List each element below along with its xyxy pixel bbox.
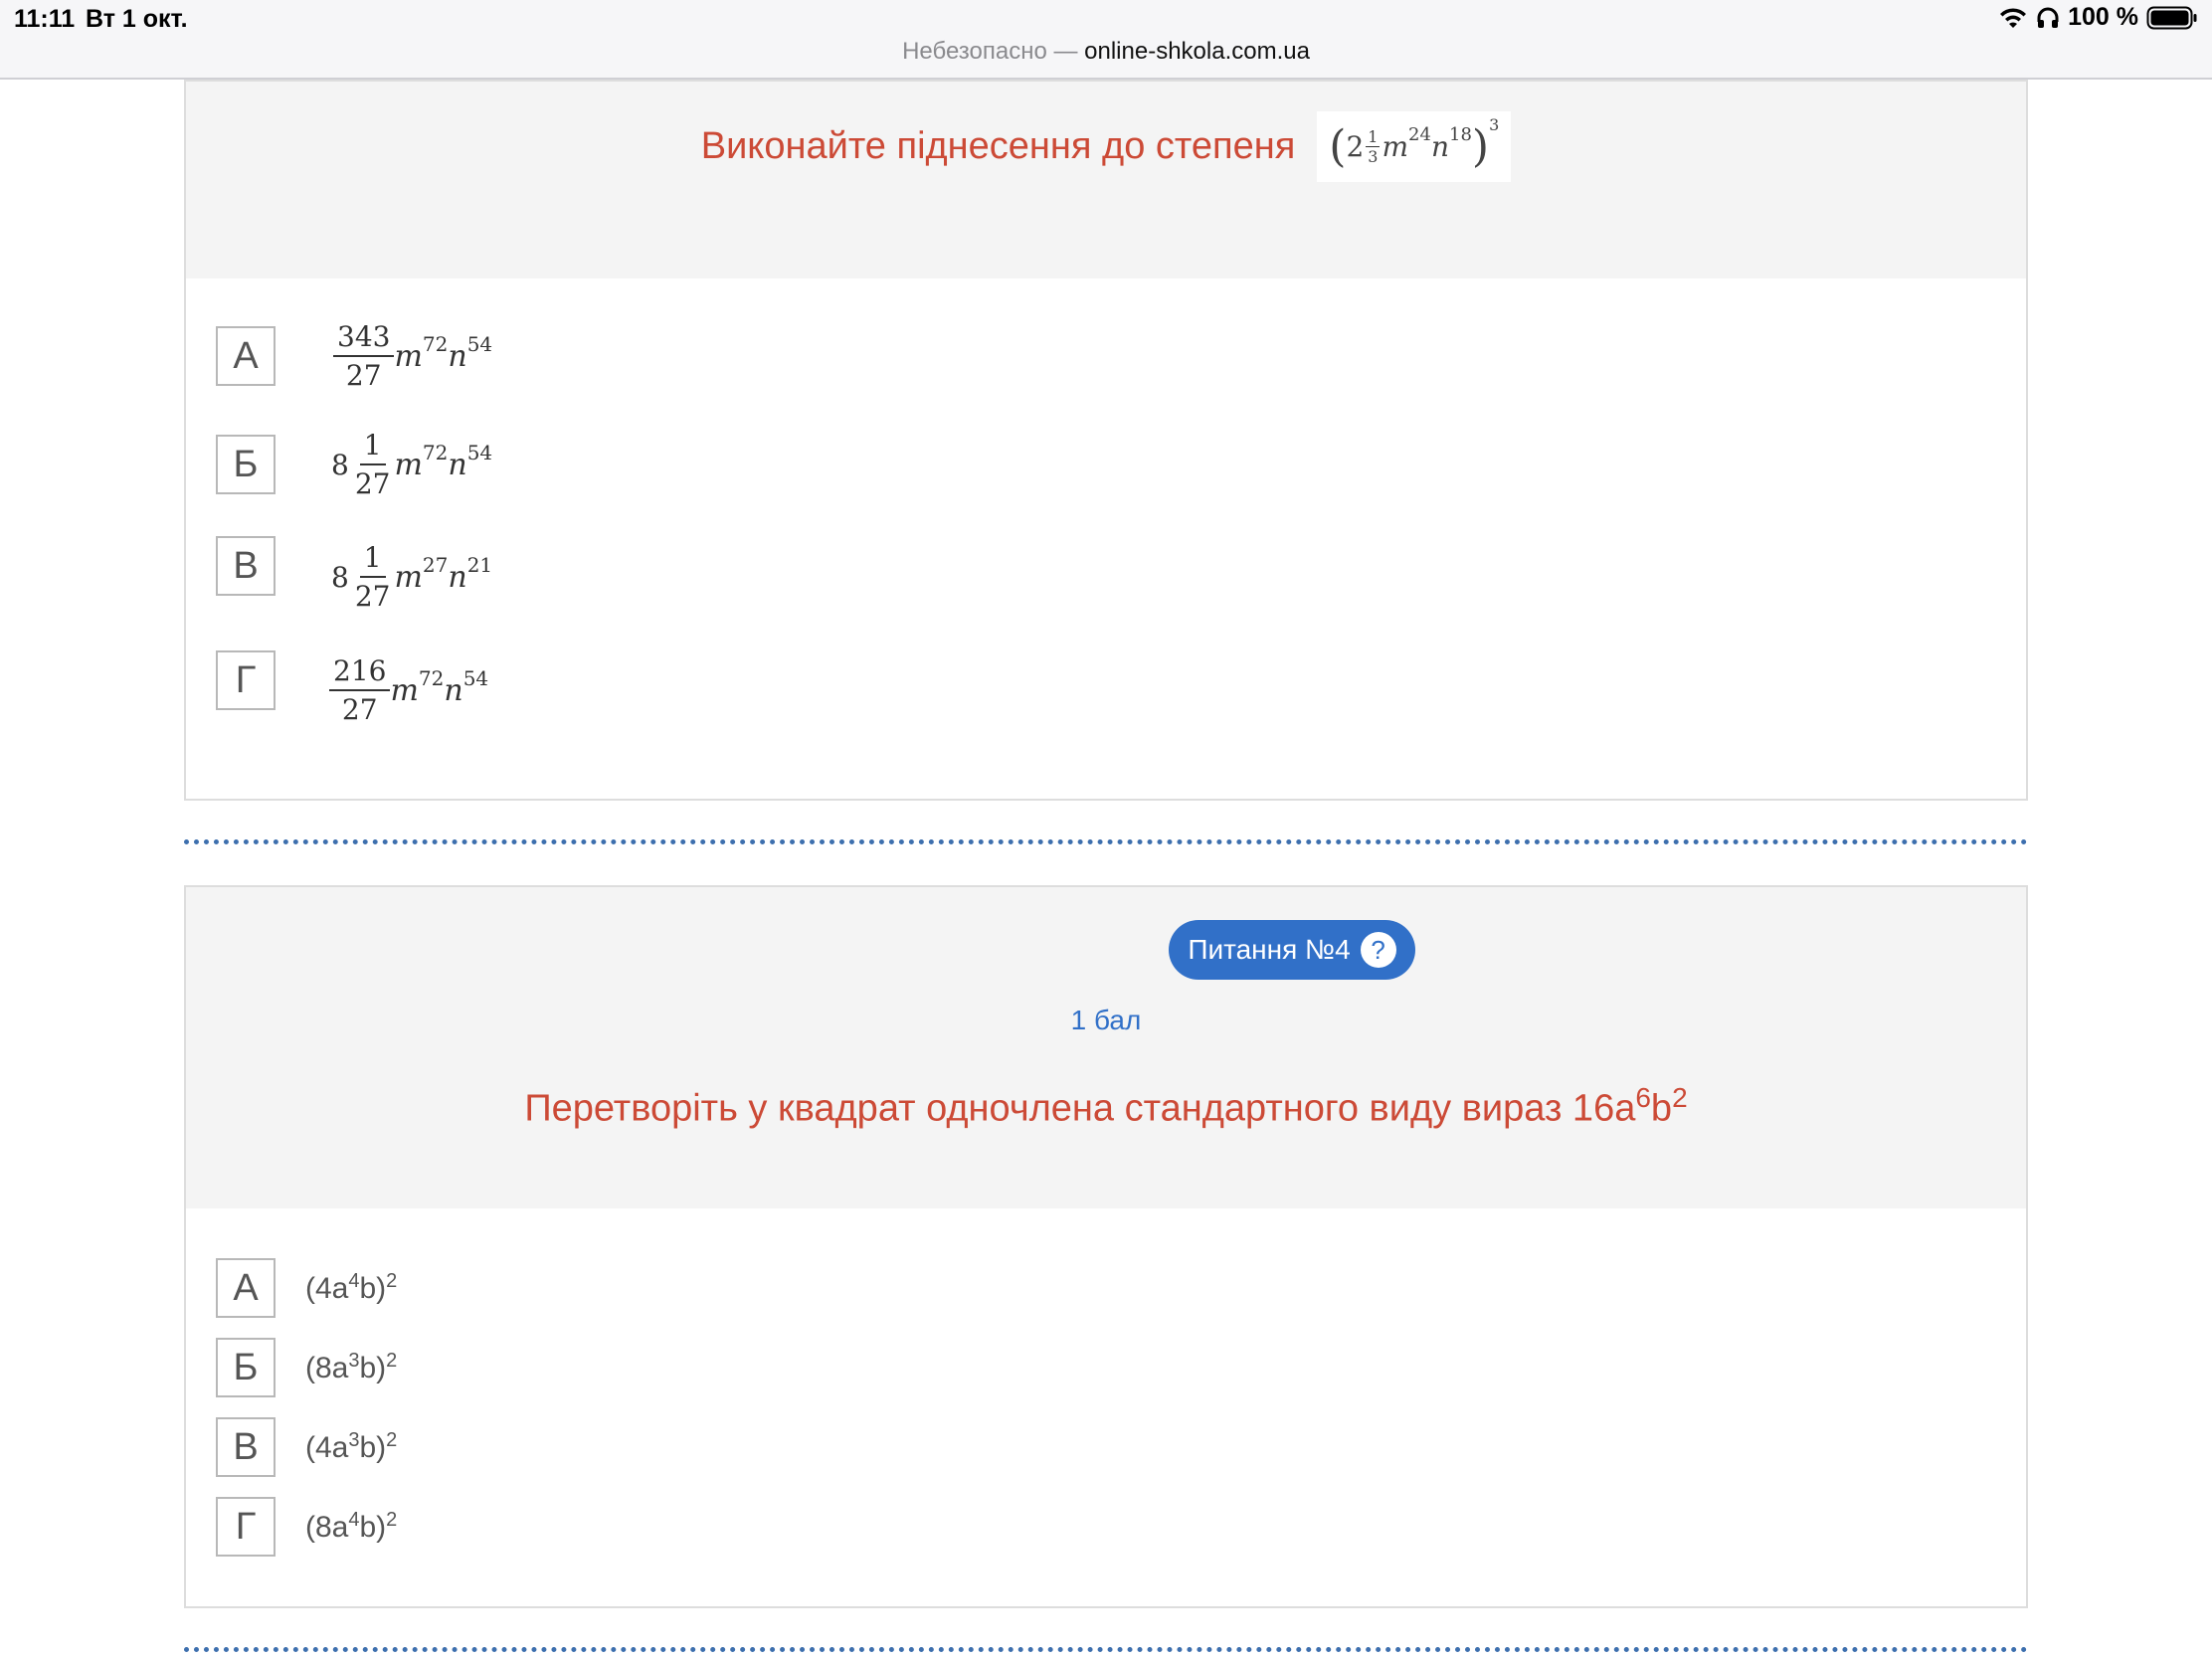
formula-exp-m: 24 — [1408, 124, 1431, 145]
answer-exp-n: 21 — [466, 553, 493, 577]
answer-expr-exp: 2 — [386, 1350, 398, 1372]
answer-var-m: m — [394, 447, 423, 482]
status-indicators — [1998, 3, 2198, 32]
answer-option-a[interactable] — [216, 1258, 397, 1318]
battery-icon — [2146, 5, 2198, 31]
section-divider — [184, 1647, 2028, 1652]
answer-option-b[interactable] — [216, 428, 493, 500]
answer-expr-post: b) — [359, 1272, 387, 1305]
answer-frac-num: 343 — [333, 323, 394, 357]
answer-letter[interactable]: Г — [216, 1497, 276, 1557]
answer-frac-num: 216 — [329, 657, 390, 691]
answer-expr-exp: 2 — [386, 1509, 398, 1531]
insecure-label: Небезопасно — — [902, 38, 1078, 65]
answer-exp-n: 54 — [466, 441, 493, 464]
answer-frac-den: 27 — [354, 466, 391, 500]
answer-exp-m: 27 — [422, 553, 449, 577]
battery-percent: 100 % — [2068, 3, 2138, 31]
question-text-exp-a: 6 — [1635, 1082, 1651, 1113]
answer-exp-n: 54 — [462, 666, 489, 690]
answer-expr-post: b) — [359, 1352, 387, 1384]
formula-var-m: m — [1382, 130, 1409, 163]
answer-expr-exp-a: 4 — [348, 1270, 360, 1292]
address-bar[interactable] — [0, 38, 2212, 66]
status-time: 11:11 — [14, 5, 76, 33]
answer-expr-post: b) — [359, 1511, 387, 1544]
answer-expression — [305, 1429, 397, 1465]
answer-var-m: m — [394, 559, 423, 595]
answer-letter[interactable]: Б — [216, 1338, 276, 1397]
help-icon[interactable]: ? — [1361, 932, 1396, 968]
answer-letter[interactable]: В — [216, 1417, 276, 1477]
formula-whole: 2 — [1346, 130, 1365, 163]
question-text-exp-b: 2 — [1672, 1082, 1688, 1113]
answer-letter[interactable]: Г — [216, 650, 276, 710]
answer-expr-exp-a: 4 — [348, 1509, 360, 1531]
answer-letter[interactable]: А — [216, 326, 276, 386]
answer-expr-pre: (4a — [305, 1272, 349, 1305]
formula-exp-n: 18 — [1449, 124, 1472, 145]
formula-var-n: n — [1430, 130, 1449, 163]
answer-expr-post: b) — [359, 1431, 387, 1464]
status-bar — [0, 0, 2212, 80]
answer-formula — [331, 428, 493, 500]
url-host: online-shkola.com.ua — [1084, 38, 1310, 65]
answer-option-b[interactable] — [216, 1338, 397, 1397]
section-divider — [184, 839, 2028, 844]
answer-expression — [305, 1509, 397, 1545]
answer-var-n: n — [448, 447, 467, 482]
answer-exp-m: 72 — [418, 666, 445, 690]
answer-var-n: n — [444, 672, 463, 708]
answer-expr-pre: (8a — [305, 1352, 349, 1384]
question-text-var-b: b — [1650, 1087, 1673, 1130]
answer-frac-num: 1 — [360, 544, 386, 578]
formula-frac-num: 1 — [1368, 126, 1379, 146]
question-text: Виконайте піднесення до степеня — [700, 125, 1296, 167]
wifi-icon — [1998, 6, 2028, 30]
question-card-3 — [184, 80, 2028, 801]
answer-expr-exp-a: 3 — [348, 1350, 360, 1372]
answer-var-m: m — [394, 338, 423, 374]
answer-letter[interactable]: В — [216, 536, 276, 596]
question-text-main: Перетворіть у квадрат одночлена стандартного виду вираз 16a — [524, 1087, 1636, 1130]
answer-option-g[interactable] — [216, 650, 489, 726]
answer-expr-exp: 2 — [386, 1270, 398, 1292]
answer-exp-m: 72 — [422, 332, 449, 356]
answer-expr-exp-a: 3 — [348, 1429, 360, 1451]
answer-formula — [333, 319, 493, 392]
question-number-label: Питання №4 — [1188, 934, 1351, 965]
answer-expr-exp: 2 — [386, 1429, 398, 1451]
answer-frac-den: 27 — [341, 692, 378, 726]
answer-var-m: m — [390, 672, 419, 708]
headphones-icon — [2036, 6, 2060, 30]
answer-formula — [331, 540, 493, 613]
answer-expression — [305, 1350, 397, 1385]
answer-var-n: n — [448, 338, 467, 374]
question-card-4 — [184, 885, 2028, 1608]
answer-expr-pre: (8a — [305, 1511, 349, 1544]
answer-exp-n: 54 — [466, 332, 493, 356]
status-date: Вт 1 окт. — [86, 5, 188, 33]
answer-frac-num: 1 — [360, 432, 386, 465]
question-header — [186, 887, 2026, 1208]
answer-letter[interactable]: А — [216, 1258, 276, 1318]
answer-exp-m: 72 — [422, 441, 449, 464]
question-number-badge — [1169, 920, 1415, 980]
answer-option-a[interactable] — [216, 319, 493, 392]
answer-option-v[interactable] — [216, 536, 493, 613]
answer-option-v[interactable] — [216, 1417, 397, 1477]
answer-whole: 8 — [331, 560, 349, 594]
question-prompt — [186, 111, 2026, 182]
answer-option-g[interactable] — [216, 1497, 397, 1557]
answer-frac-den: 27 — [345, 358, 382, 392]
answer-expr-pre: (4a — [305, 1431, 349, 1464]
question-formula: ( 2 $\frac{1}{3}$ m 24 n 18 ) 3 — [1317, 111, 1511, 182]
answer-var-n: n — [448, 559, 467, 595]
answer-letter[interactable]: Б — [216, 435, 276, 494]
answer-whole: 8 — [331, 448, 349, 481]
question-text — [186, 1082, 2026, 1131]
formula-outer-exp: 3 — [1489, 115, 1500, 134]
formula-frac-den: 3 — [1368, 146, 1379, 166]
question-header — [186, 82, 2026, 278]
question-points: 1 бал — [1070, 1005, 1142, 1035]
answer-formula — [329, 653, 489, 726]
answer-frac-den: 27 — [354, 579, 391, 613]
answer-expression — [305, 1270, 397, 1306]
